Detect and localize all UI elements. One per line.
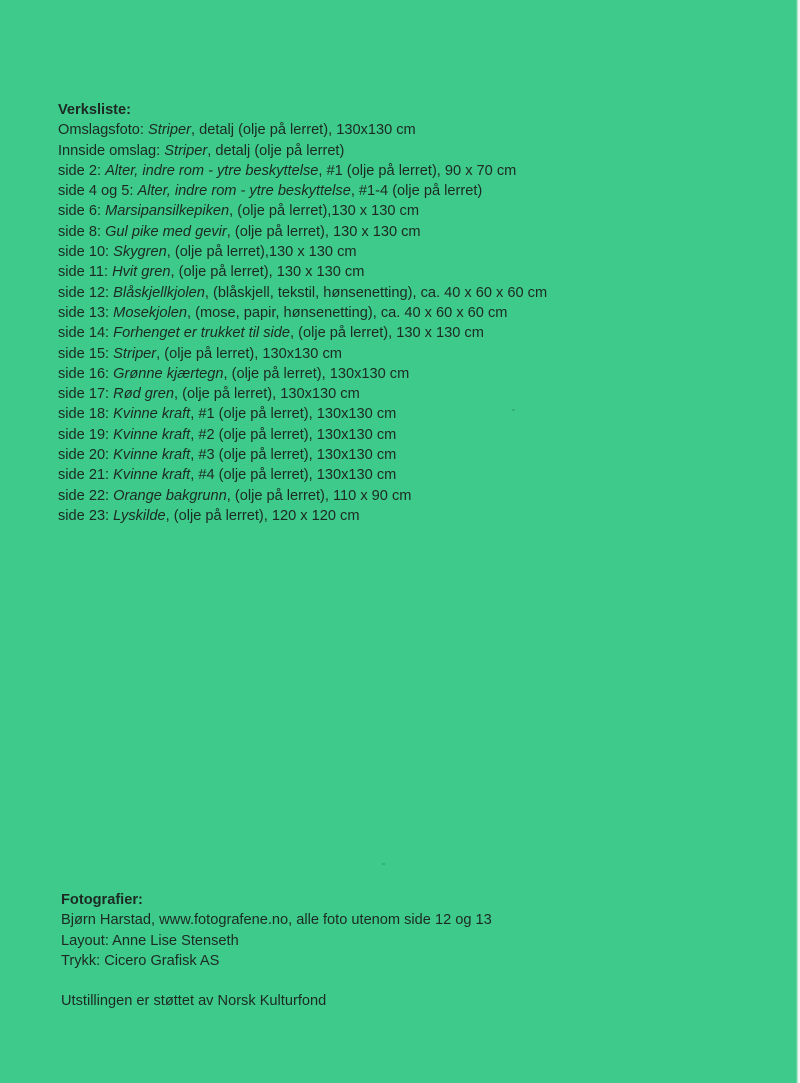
- works-item: [58, 120, 778, 140]
- works-item: [58, 141, 778, 161]
- layout-line: Layout: Anne Lise Stenseth: [61, 932, 239, 949]
- works-item-details: , (olje på lerret), 130 x 130 cm: [170, 264, 365, 281]
- works-list: [58, 100, 778, 526]
- works-item-title: Alter, indre rom - ytre beskyttelse: [105, 162, 319, 179]
- works-item-details: , (olje på lerret), 110 x 90 cm: [226, 487, 412, 504]
- works-item-page: side 15:: [58, 345, 114, 362]
- works-item-title: Forhenget er trukket til side: [113, 325, 290, 342]
- works-item: [58, 222, 778, 242]
- works-item-details: , (blåskjell, tekstil, hønsenetting), ca. 40 x 60 x 60 cm: [204, 284, 548, 301]
- works-item-page: side 13:: [58, 304, 114, 321]
- works-item: [58, 486, 778, 506]
- works-item-title: Striper: [148, 122, 192, 139]
- works-item-page: side 14:: [58, 325, 114, 342]
- works-item-title: Kvinne kraft: [113, 406, 191, 423]
- paper-speck: [382, 863, 385, 865]
- works-item-details: , (olje på lerret), 120 x 120 cm: [165, 507, 360, 524]
- works-item-page: side 16:: [58, 365, 114, 382]
- works-item-details: , detalj (olje på lerret), 130x130 cm: [191, 122, 416, 139]
- page-edge: [796, 0, 800, 1083]
- works-item-page: side 22:: [58, 487, 114, 504]
- credits-section: [61, 890, 761, 1011]
- works-heading: Verksliste:: [58, 102, 132, 118]
- photographer-line: Bjørn Harstad, www.fotografene.no, alle foto utenom side 12 og 13: [61, 912, 492, 929]
- works-item-details: , #1 (olje på lerret), 90 x 70 cm: [318, 162, 517, 179]
- works-item-page: side 10:: [58, 244, 114, 261]
- print-line: Trykk: Cicero Grafisk AS: [61, 952, 220, 969]
- works-item-details: , (mose, papir, hønsenetting), ca. 40 x 60 x 60 cm: [187, 304, 508, 321]
- works-item: [58, 384, 778, 404]
- works-item-details: , (olje på lerret), 130x130 cm: [174, 386, 360, 403]
- works-item-title: Grønne kjærtegn: [113, 365, 224, 382]
- works-item-details: , (olje på lerret), 130 x 130 cm: [290, 325, 484, 342]
- works-item-page: side 17:: [58, 386, 114, 403]
- works-item-details: , #3 (olje på lerret), 130x130 cm: [190, 447, 397, 464]
- works-item-page: side 8:: [58, 223, 106, 240]
- works-item-details: , detalj (olje på lerret): [207, 142, 345, 159]
- works-items: [58, 120, 778, 526]
- works-item-page: side 18:: [58, 406, 114, 423]
- works-item: [58, 303, 778, 323]
- works-item-details: , #2 (olje på lerret), 130x130 cm: [190, 426, 397, 443]
- works-item-title: Rød gren: [113, 386, 175, 403]
- works-item-details: , (olje på lerret), 130x130 cm: [156, 345, 342, 362]
- works-item-page: side 2:: [58, 162, 106, 179]
- works-item-page: side 12:: [58, 284, 114, 301]
- works-item-title: Alter, indre rom - ytre beskyttelse: [137, 183, 351, 200]
- works-item: [58, 262, 778, 282]
- works-item: [58, 201, 778, 221]
- works-item-title: Striper: [113, 345, 157, 362]
- works-item-title: Striper: [164, 142, 208, 159]
- works-item-details: , (olje på lerret), 130 x 130 cm: [226, 223, 421, 240]
- works-item-page: side 21:: [58, 467, 114, 484]
- works-item-page: Innside omslag:: [58, 142, 165, 159]
- works-item-details: , #4 (olje på lerret), 130x130 cm: [190, 467, 397, 484]
- works-item-title: Lyskilde: [113, 507, 166, 524]
- works-item: [58, 364, 778, 384]
- works-item: [58, 323, 778, 343]
- works-item-title: Kvinne kraft: [113, 467, 191, 484]
- works-item: [58, 465, 778, 485]
- works-item-title: Gul pike med gevir: [105, 223, 227, 240]
- works-item-page: side 19:: [58, 426, 114, 443]
- works-item-title: Kvinne kraft: [113, 426, 191, 443]
- works-item-page: side 20:: [58, 447, 114, 464]
- works-item-page: side 4 og 5:: [58, 183, 138, 200]
- works-item-page: side 23:: [58, 507, 114, 524]
- works-item: [58, 506, 778, 526]
- support-line: Utstillingen er støttet av Norsk Kulturfond: [61, 993, 327, 1010]
- works-item: [58, 344, 778, 364]
- works-item: [58, 181, 778, 201]
- works-item-title: Orange bakgrunn: [113, 487, 227, 504]
- credits-heading: Fotografier:: [61, 892, 143, 908]
- works-item-page: side 6:: [58, 203, 106, 220]
- works-item-details: , (olje på lerret), 130x130 cm: [223, 365, 410, 382]
- works-item-title: Skygren: [113, 244, 167, 261]
- works-item-details: , (olje på lerret),130 x 130 cm: [229, 203, 419, 220]
- paper-speck: [512, 409, 515, 411]
- works-item-title: Kvinne kraft: [113, 447, 191, 464]
- works-item: [58, 404, 778, 424]
- works-item: [58, 242, 778, 262]
- works-item-details: , (olje på lerret),130 x 130 cm: [166, 244, 357, 261]
- works-item-title: Hvit gren: [112, 264, 171, 281]
- works-item-page: side 11:: [58, 264, 113, 281]
- works-item-title: Marsipansilkepiken: [105, 203, 230, 220]
- works-item-details: , #1-4 (olje på lerret): [350, 183, 483, 200]
- works-item-title: Blåskjellkjolen: [113, 284, 205, 301]
- works-item-page: Omslagsfoto:: [58, 122, 149, 139]
- works-item: [58, 425, 778, 445]
- works-item: [58, 283, 778, 303]
- works-item-details: , #1 (olje på lerret), 130x130 cm: [190, 406, 397, 423]
- works-item: [58, 161, 778, 181]
- works-item-title: Mosekjolen: [113, 304, 187, 321]
- works-item: [58, 445, 778, 465]
